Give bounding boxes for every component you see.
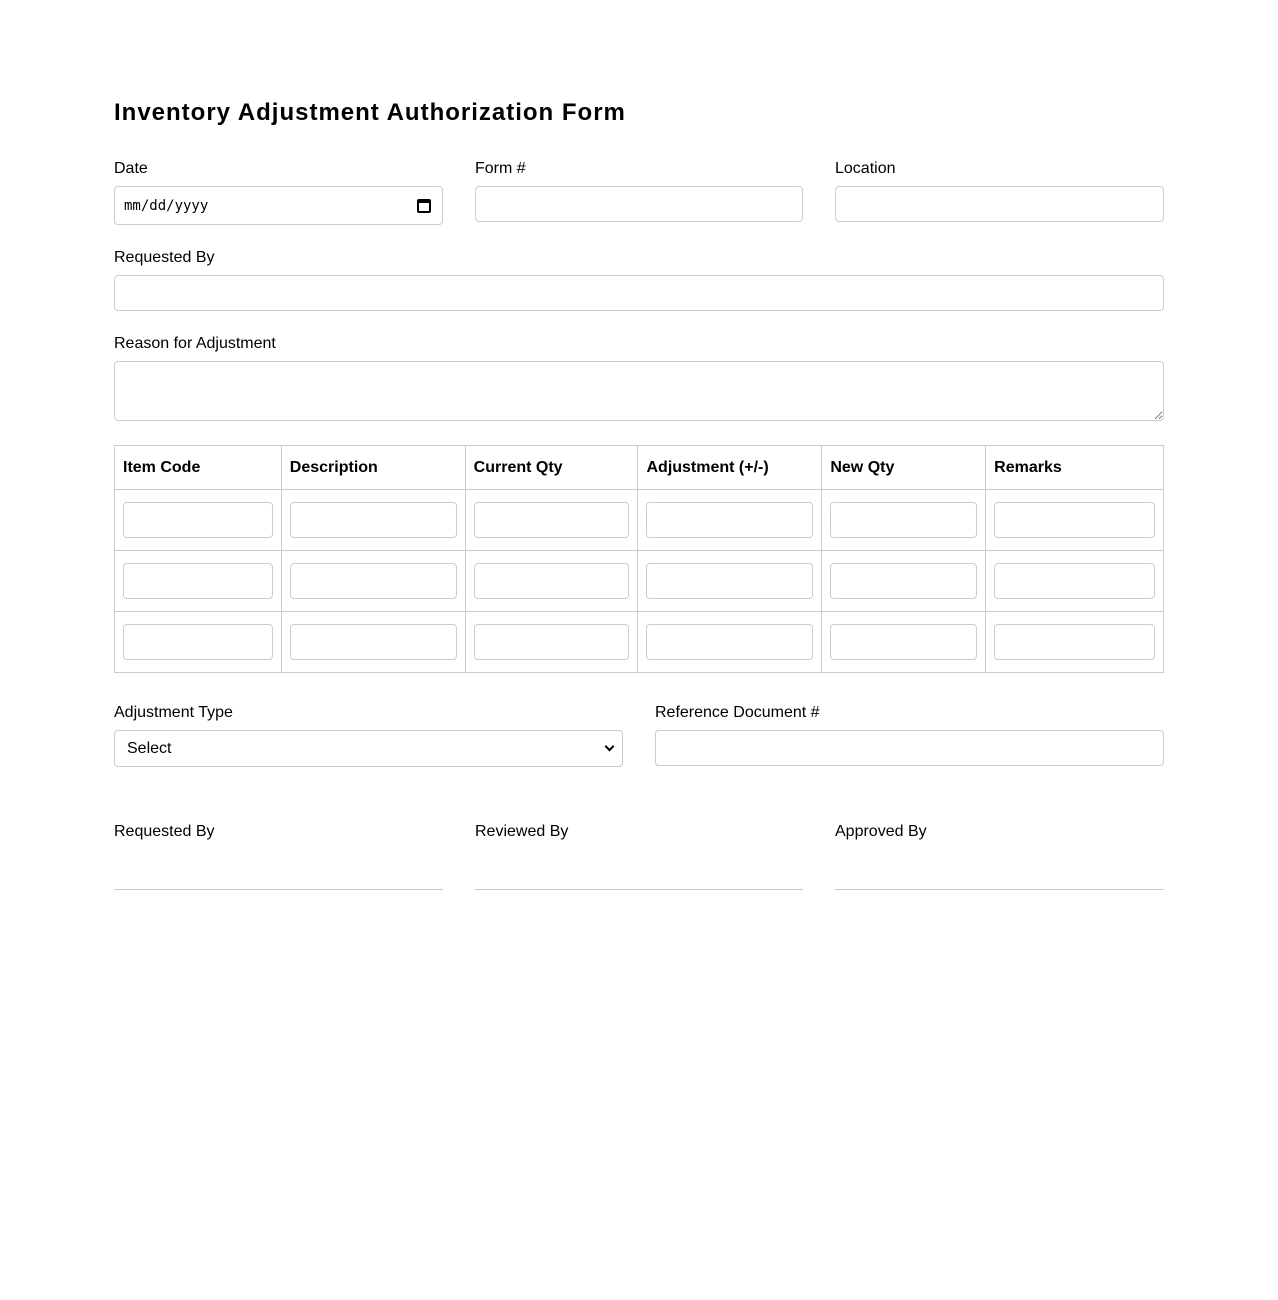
adjustment-input[interactable] <box>646 563 813 599</box>
requested-by-field[interactable] <box>114 275 1164 311</box>
column-header-remarks: Remarks <box>986 446 1164 490</box>
adjustment-type-select[interactable] <box>114 730 623 767</box>
signature-requested-by-line[interactable] <box>114 889 443 890</box>
reason-textarea[interactable] <box>114 361 1164 421</box>
date-field[interactable] <box>114 186 443 225</box>
current-qty-input[interactable] <box>474 502 630 538</box>
adjustment-input[interactable] <box>646 502 813 538</box>
signature-approved-by-label: Approved By <box>835 823 927 840</box>
remarks-input[interactable] <box>994 563 1155 599</box>
description-input[interactable] <box>290 563 457 599</box>
location-field[interactable] <box>835 186 1164 222</box>
new-qty-input[interactable] <box>830 624 977 660</box>
item-code-input[interactable] <box>123 502 273 538</box>
adjustment-type-label: Adjustment Type <box>114 704 233 721</box>
date-label: Date <box>114 160 148 177</box>
signature-approved-by-line[interactable] <box>835 889 1164 890</box>
signature-requested-by-label: Requested By <box>114 823 215 840</box>
page-title: Inventory Adjustment Authorization Form <box>114 99 626 126</box>
new-qty-input[interactable] <box>830 502 977 538</box>
form-number-label: Form # <box>475 160 526 177</box>
signature-reviewed-by-line[interactable] <box>475 889 803 890</box>
signature-reviewed-by-label: Reviewed By <box>475 823 569 840</box>
adjustment-type-selected: Select <box>127 740 172 757</box>
requested-by-label: Requested By <box>114 249 215 266</box>
reference-document-field[interactable] <box>655 730 1164 766</box>
chevron-down-icon <box>605 742 615 752</box>
column-header-item-code: Item Code <box>115 446 282 490</box>
date-placeholder: mm/dd/yyyy <box>124 198 209 214</box>
table-row <box>115 612 1164 673</box>
adjustment-input[interactable] <box>646 624 813 660</box>
form-number-field[interactable] <box>475 186 803 222</box>
reason-label: Reason for Adjustment <box>114 335 276 352</box>
location-label: Location <box>835 160 896 177</box>
remarks-input[interactable] <box>994 502 1155 538</box>
new-qty-input[interactable] <box>830 563 977 599</box>
description-input[interactable] <box>290 624 457 660</box>
column-header-new-qty: New Qty <box>822 446 986 490</box>
item-code-input[interactable] <box>123 624 273 660</box>
reference-document-label: Reference Document # <box>655 704 820 721</box>
calendar-icon[interactable] <box>417 199 431 213</box>
table-header-row <box>115 446 1164 490</box>
items-table <box>114 445 1164 673</box>
table-row <box>115 490 1164 551</box>
column-header-adjustment: Adjustment (+/-) <box>638 446 822 490</box>
description-input[interactable] <box>290 502 457 538</box>
item-code-input[interactable] <box>123 563 273 599</box>
remarks-input[interactable] <box>994 624 1155 660</box>
current-qty-input[interactable] <box>474 563 630 599</box>
column-header-current-qty: Current Qty <box>465 446 638 490</box>
table-row <box>115 551 1164 612</box>
current-qty-input[interactable] <box>474 624 630 660</box>
column-header-description: Description <box>281 446 465 490</box>
